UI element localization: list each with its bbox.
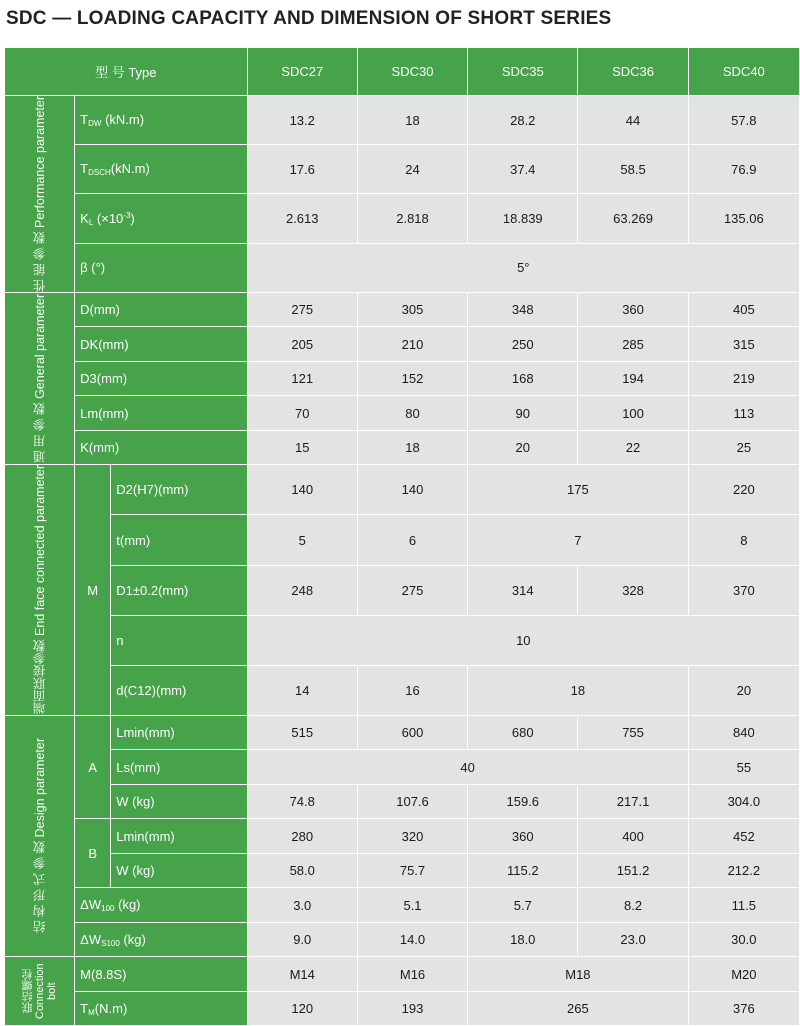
cell: 151.2 — [578, 854, 687, 888]
cell: 23.0 — [578, 923, 687, 957]
cell: M14 — [248, 957, 357, 991]
row-label: D(mm) — [75, 293, 246, 327]
cell: 113 — [689, 396, 799, 430]
cell: 25 — [689, 431, 799, 465]
cell: 285 — [578, 327, 687, 361]
cell: 452 — [689, 819, 799, 853]
table-row — [5, 465, 799, 514]
row-label: M(8.8S) — [75, 957, 246, 991]
cell: 280 — [248, 819, 357, 853]
row-label: Lmin(mm) — [111, 819, 246, 853]
cell: 212.2 — [689, 854, 799, 888]
cell: M18 — [468, 957, 688, 991]
row-label: Ls(mm) — [111, 750, 246, 784]
cell: 120 — [248, 992, 357, 1026]
cell: 370 — [689, 566, 799, 615]
cell: 75.7 — [358, 854, 467, 888]
table-row — [5, 819, 799, 853]
cell: 16 — [358, 666, 467, 715]
row-label: $T_{DW}$ (kN.m) — [75, 96, 246, 144]
model-header: SDC40 — [689, 48, 799, 95]
cell: 22 — [578, 431, 687, 465]
cell: 5.7 — [468, 888, 577, 922]
table-row — [5, 431, 799, 465]
cell: 320 — [358, 819, 467, 853]
cell: 8.2 — [578, 888, 687, 922]
cell: 80 — [358, 396, 467, 430]
row-label: $\Delta W_{100}$ (kg) — [75, 888, 246, 922]
cell: 140 — [248, 465, 357, 514]
table-row — [5, 327, 799, 361]
cell: 2.613 — [248, 194, 357, 242]
row-label: d(C12)(mm) — [111, 666, 246, 715]
row-label: K(mm) — [75, 431, 246, 465]
page-title: SDC — LOADING CAPACITY AND DIMENSION OF SHORT SERIES — [6, 8, 612, 29]
subgroup-m: M — [75, 465, 110, 714]
cell: 140 — [358, 465, 467, 514]
cell: 17.6 — [248, 145, 357, 193]
cell: 115.2 — [468, 854, 577, 888]
cell: 70 — [248, 396, 357, 430]
header-row — [5, 48, 799, 95]
cell: 40 — [248, 750, 688, 784]
cell: 58.5 — [578, 145, 687, 193]
table-row — [5, 515, 799, 564]
cell: 275 — [248, 293, 357, 327]
table-row — [5, 293, 799, 327]
cell: 5 — [248, 515, 357, 564]
row-label: $T_M(N.m)$ — [75, 992, 246, 1026]
cell: 9.0 — [248, 923, 357, 957]
cell: M20 — [689, 957, 799, 991]
row-label: t(mm) — [111, 515, 246, 564]
cell: 250 — [468, 327, 577, 361]
cell: 175 — [468, 465, 688, 514]
row-label: Lmin(mm) — [111, 716, 246, 750]
row-label: D3(mm) — [75, 362, 246, 396]
cell: 5° — [248, 244, 799, 292]
cell: 515 — [248, 716, 357, 750]
cell: 58.0 — [248, 854, 357, 888]
cell: 405 — [689, 293, 799, 327]
row-label: DK(mm) — [75, 327, 246, 361]
cell: 275 — [358, 566, 467, 615]
cell: 304.0 — [689, 785, 799, 819]
table-row — [5, 145, 799, 193]
table-row — [5, 362, 799, 396]
section-performance: 性 能 参 数 Performance parameter — [5, 96, 74, 292]
cell: 376 — [689, 992, 799, 1026]
subgroup-b: B — [75, 819, 110, 887]
cell: 194 — [578, 362, 687, 396]
table-row — [5, 992, 799, 1026]
cell: 305 — [358, 293, 467, 327]
cell: 90 — [468, 396, 577, 430]
cell: 348 — [468, 293, 577, 327]
cell: 3.0 — [248, 888, 357, 922]
cell: 248 — [248, 566, 357, 615]
cell: 6 — [358, 515, 467, 564]
cell: 2.818 — [358, 194, 467, 242]
table-row — [5, 396, 799, 430]
table-row — [5, 244, 799, 292]
cell: 18.0 — [468, 923, 577, 957]
section-endface: 端面联接参数 End face connected parameter — [5, 465, 74, 714]
cell: 205 — [248, 327, 357, 361]
cell: 840 — [689, 716, 799, 750]
cell: 135.06 — [689, 194, 799, 242]
section-design: 结 构 形 式 参 数 Design parameter — [5, 716, 74, 957]
cell: 5.1 — [358, 888, 467, 922]
model-header: SDC27 — [248, 48, 357, 95]
model-header: SDC35 — [468, 48, 577, 95]
table-row — [5, 716, 799, 750]
table-row — [5, 923, 799, 957]
type-header: 型 号 Type — [5, 48, 247, 95]
cell: 20 — [689, 666, 799, 715]
table-row — [5, 785, 799, 819]
cell: 314 — [468, 566, 577, 615]
row-label: β (°) — [75, 244, 246, 292]
cell: 18 — [468, 666, 688, 715]
row-label: $\Delta W_{S100}$ (kg) — [75, 923, 246, 957]
cell: 28.2 — [468, 96, 577, 144]
cell: 18.839 — [468, 194, 577, 242]
cell: 100 — [578, 396, 687, 430]
cell: 755 — [578, 716, 687, 750]
table-row — [5, 96, 799, 144]
cell: 24 — [358, 145, 467, 193]
cell: 37.4 — [468, 145, 577, 193]
row-label: Lm(mm) — [75, 396, 246, 430]
cell: 44 — [578, 96, 687, 144]
cell: 152 — [358, 362, 467, 396]
cell: M16 — [358, 957, 467, 991]
cell: 18 — [358, 431, 467, 465]
cell: 18 — [358, 96, 467, 144]
row-label: $K_L$ $(\times 10^{-3})$ — [75, 194, 246, 242]
cell: 315 — [689, 327, 799, 361]
section-bolt: 联结螺栓 Connection bolt — [5, 957, 74, 1025]
table-row — [5, 750, 799, 784]
table-row — [5, 888, 799, 922]
row-label: D2(H7)(mm) — [111, 465, 246, 514]
cell: 193 — [358, 992, 467, 1026]
cell: 400 — [578, 819, 687, 853]
cell: 265 — [468, 992, 688, 1026]
table-row — [5, 616, 799, 665]
subgroup-a: A — [75, 716, 110, 819]
cell: 219 — [689, 362, 799, 396]
cell: 13.2 — [248, 96, 357, 144]
row-label: D1±0.2(mm) — [111, 566, 246, 615]
cell: 76.9 — [689, 145, 799, 193]
cell: 360 — [578, 293, 687, 327]
cell: 328 — [578, 566, 687, 615]
table-row — [5, 566, 799, 615]
cell: 63.269 — [578, 194, 687, 242]
model-header: SDC30 — [358, 48, 467, 95]
section-general: 通 用 参 数 General parameter — [5, 293, 74, 465]
cell: 220 — [689, 465, 799, 514]
table-row — [5, 854, 799, 888]
cell: 121 — [248, 362, 357, 396]
cell: 210 — [358, 327, 467, 361]
cell: 600 — [358, 716, 467, 750]
table-row — [5, 957, 799, 991]
spec-table — [4, 47, 800, 1026]
model-header: SDC36 — [578, 48, 687, 95]
row-label: W (kg) — [111, 785, 246, 819]
cell: 74.8 — [248, 785, 357, 819]
cell: 7 — [468, 515, 688, 564]
cell: 10 — [248, 616, 799, 665]
row-label: $T_{DSCH}(kN.m)$ — [75, 145, 246, 193]
row-label: n — [111, 616, 246, 665]
cell: 217.1 — [578, 785, 687, 819]
cell: 680 — [468, 716, 577, 750]
cell: 57.8 — [689, 96, 799, 144]
cell: 14.0 — [358, 923, 467, 957]
cell: 11.5 — [689, 888, 799, 922]
cell: 107.6 — [358, 785, 467, 819]
table-row — [5, 666, 799, 715]
cell: 20 — [468, 431, 577, 465]
cell: 159.6 — [468, 785, 577, 819]
table-row — [5, 194, 799, 242]
cell: 360 — [468, 819, 577, 853]
cell: 8 — [689, 515, 799, 564]
cell: 30.0 — [689, 923, 799, 957]
cell: 168 — [468, 362, 577, 396]
row-label: W (kg) — [111, 854, 246, 888]
cell: 55 — [689, 750, 799, 784]
cell: 15 — [248, 431, 357, 465]
cell: 14 — [248, 666, 357, 715]
